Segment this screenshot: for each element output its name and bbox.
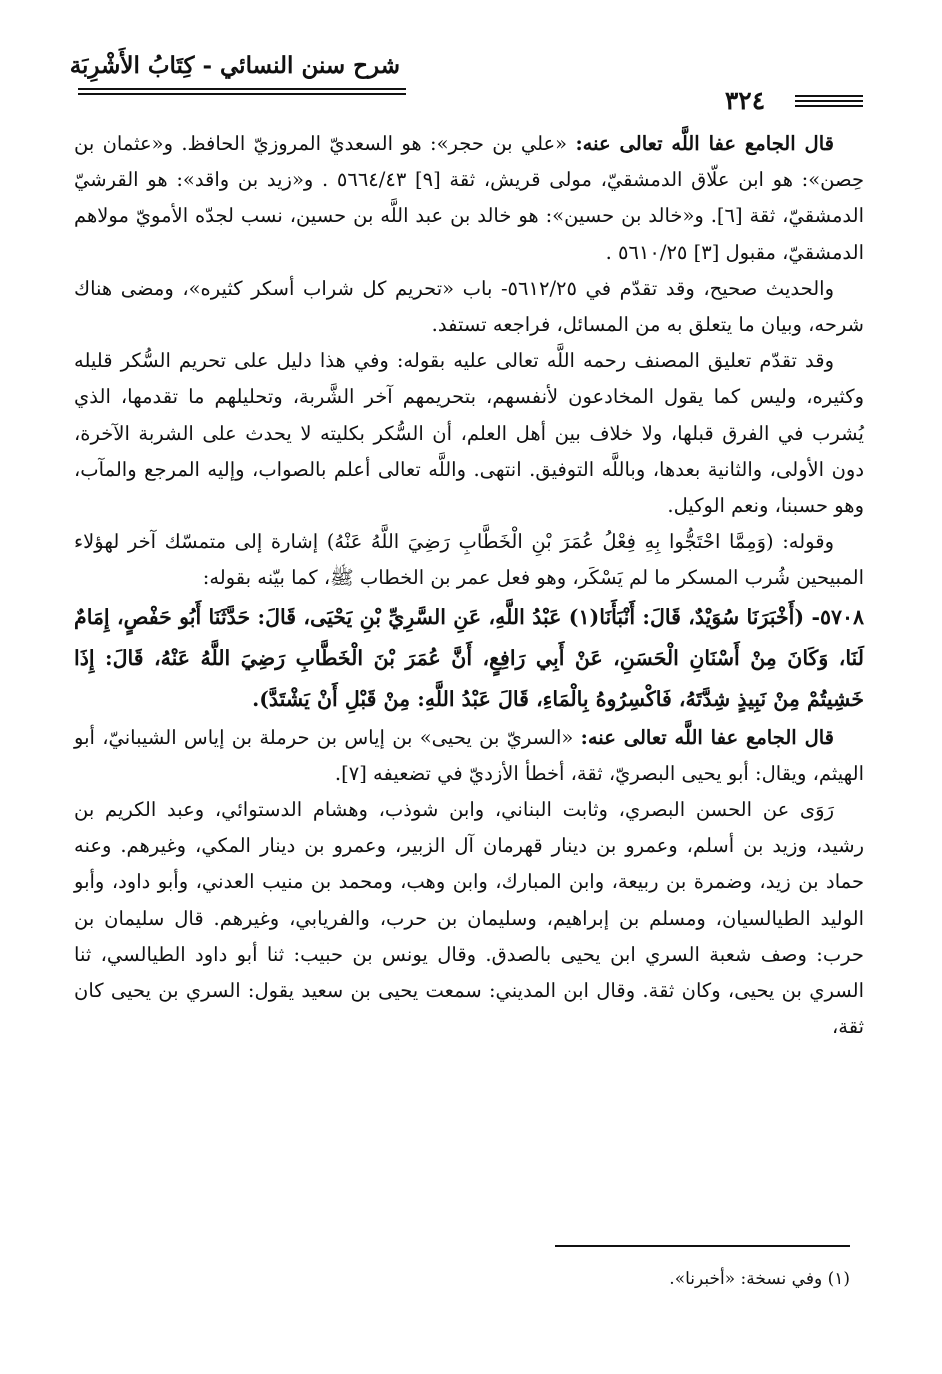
paragraph-text: «السريّ بن يحيى» بن إياس بن حرملة بن إياس الشيبانيّ، أبو الهيثم، ويقال: أبو يحيى البصريّ، ثقة، أخطأ الأزديّ في تضعيفه [٧]. [74, 725, 864, 785]
page-number-rule-1 [795, 95, 863, 97]
footnote-divider [555, 1245, 850, 1247]
hadith-text: ٥٧٠٨- (أَخْبَرَنَا سُوَيْدٌ، قَالَ: أَنْبَأَنَا(١) عَبْدُ اللَّهِ، عَنِ السَّرِيِّ بْنِ يَحْيَى، قَالَ: حَدَّثَنَا أَبُو حَفْصٍ، إِمَامٌ لَنَا، وَكَانَ مِنْ أَسْنَانِ الْحَسَنِ، عَنْ أَبِي رَافِعٍ، أَنَّ عُمَرَ بْنَ الْخَطَّابِ رَضِيَ اللَّهُ عَنْهُ، قَالَ: إِذَا خَشِيتُمْ مِنْ نَبِيذٍ شِدَّتَهُ، فَاكْسِرُوهُ بِالْمَاءِ، قَالَ عَبْدُ اللَّهِ: مِنْ قَبْلِ أَنْ يَشْتَدَّ). [74, 604, 864, 711]
footnote: (١) وفي نسخة: «أخبرنا». [669, 1269, 850, 1289]
paragraph-3 [74, 343, 864, 524]
page-number-rule-2 [795, 100, 863, 102]
paragraph-1 [74, 126, 864, 271]
commentary-lead: قال الجامع عفا اللَّه تعالى عنه: [580, 725, 834, 749]
paragraph-text: وقوله: (وَمِمَّا احْتَجُّوا بِهِ فِعْلُ عُمَرَ بْنِ الْخَطَّابِ رَضِيَ اللَّهُ عَنْهُ) إشارة إلى متمسّك آخر لهؤلاء المبيحين شُرب المسكر ما لم يَسْكَر، وهو فعل عمر بن الخطاب ﷺ، كما بيّنه بقوله: [74, 530, 864, 590]
hadith-5708 [74, 597, 864, 720]
paragraph-6 [74, 720, 864, 792]
header-rule-bottom [78, 93, 406, 95]
paragraph-text: وقد تقدّم تعليق المصنف رحمه اللَّه تعالى عليه بقوله: وفي هذا دليل على تحريم السُّكر قليله وكثيره، وليس كما يقول المخادعون لأنفسهم، بتحريمهم آخر الشَّربة، وتحليلهم ما تقدمها، الذي يُشرب في الفرق قبلها، ولا خلاف بين أهل العلم، أن السُّكر بكليته لا يحدث على الشربة الآخرة، دون الأولى، والثانية بعدها، وباللَّه التوفيق. انتهى. واللَّه تعالى أعلم بالصواب، وإليه المرجع والمآب، وهو حسبنا، ونعم الوكيل. [74, 349, 864, 518]
paragraph-7 [74, 792, 864, 1045]
page-number-rule-3 [795, 105, 863, 107]
running-header-title: شرح سنن النسائي - كِتَابُ الأَشْرِبَة [69, 52, 400, 79]
header-rule-top [78, 88, 406, 90]
paragraph-2 [74, 271, 864, 343]
page-number: ٣٢٤ [724, 86, 766, 115]
paragraph-4 [74, 524, 864, 596]
paragraph-text: رَوَى عن الحسن البصري، وثابت البناني، وابن شوذب، وهشام الدستوائي، وعبد الكريم بن رشيد، وزيد بن أسلم، وعمرو بن دينار قهرمان آل الزبير، وعمرو بن دينار المكي، وغيرهم. وعنه حماد بن زيد، وضمرة بن ربيعة، وابن المبارك، وابن وهب، ومحمد بن منيب العدني، وأبو داود، وأبو الوليد الطيالسيان، ومسلم بن إبراهيم، وسليمان بن حرب، والفريابي، وغيرهم. قال سليمان بن حرب: وصف شعبة السري ابن يحيى بالصدق. وقال يونس بن حبيب: ثنا أبو داود الطيالسي، ثنا السري بن يحيى، وكان ثقة. وقال ابن المديني: سمعت يحيى بن سعيد يقول: السري بن يحيى كان ثقة، [74, 798, 864, 1039]
paragraph-text: «علي بن حجر»: هو السعديّ المروزيّ الحافظ. و«عثمان بن حِصن»: هو ابن علّاق الدمشقيّ، مولى قريش، ثقة [٩] ٥٦٦٤/٤٣ . و«زيد بن واقد»: هو القرشيّ الدمشقيّ، ثقة [٦]. و«خالد بن حسين»: هو خالد بن عبد اللَّه بن حسين، نسب لجدّه الأمويّ مولاهم الدمشقيّ، مقبول [٣] ٥٦١٠/٢٥ . [74, 132, 865, 264]
body-text [74, 126, 864, 1045]
commentary-lead: قال الجامع عفا اللَّه تعالى عنه: [575, 132, 834, 155]
paragraph-text: والحديث صحيح، وقد تقدّم في ٥٦١٢/٢٥- باب «تحريم كل شراب أسكر كثيره»، ومضى هناك شرحه، وبيان ما يتعلق به من المسائل، فراجعه تستفد. [74, 276, 864, 337]
